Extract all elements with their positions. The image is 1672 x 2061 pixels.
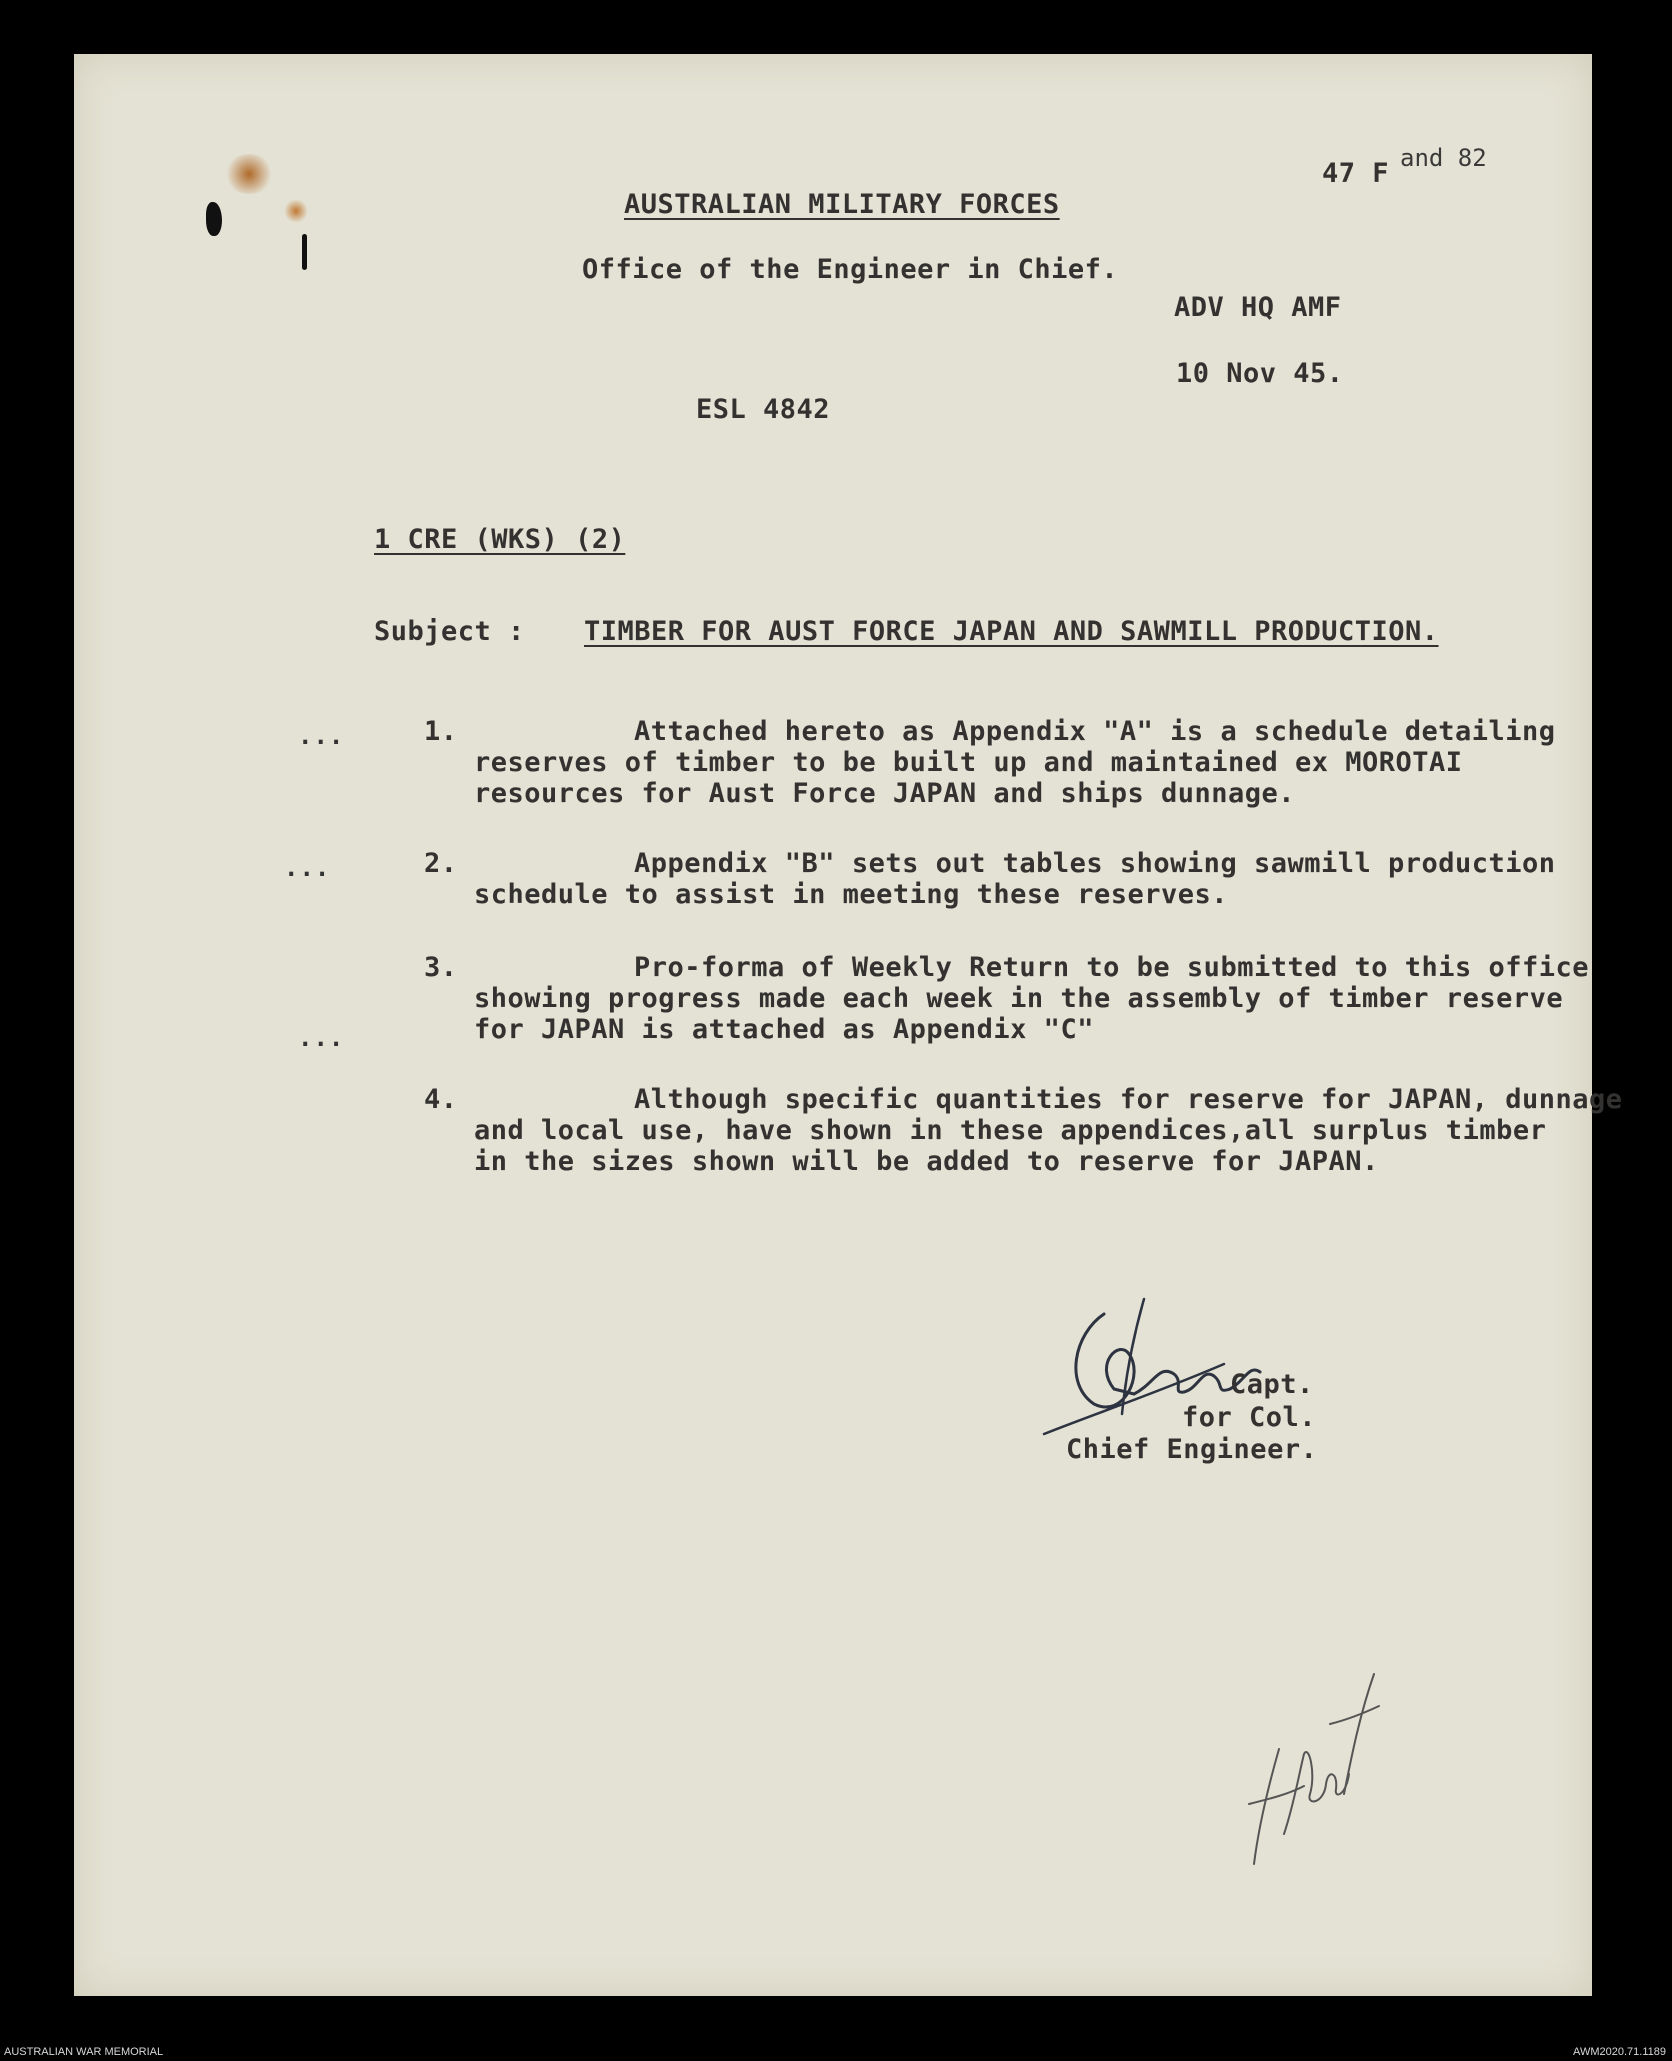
footer-left: AUSTRALIAN WAR MEMORIAL — [4, 2046, 164, 2058]
pencil-annotation — [1234, 1654, 1384, 1874]
signatory-rank: Capt. — [1230, 1369, 1314, 1400]
margin-mark: ... — [298, 722, 345, 750]
file-reference: ESL 4842 — [696, 394, 831, 425]
rust-stain — [224, 154, 274, 194]
paragraph-line: Attached hereto as Appendix "A" is a schedule detailing — [634, 716, 1556, 747]
paragraph-line: in the sizes shown will be added to reserve for JAPAN. — [474, 1146, 1379, 1177]
paragraph-line: for JAPAN is attached as Appendix "C" — [474, 1014, 1094, 1045]
signatory-for: for Col. — [1182, 1402, 1317, 1433]
paper-hole — [206, 202, 222, 236]
organisation-heading: AUSTRALIAN MILITARY FORCES — [624, 189, 1060, 220]
subject-text: TIMBER FOR AUST FORCE JAPAN AND SAWMILL PRODUCTION. — [584, 616, 1439, 647]
paragraph-number: 4. — [424, 1084, 458, 1115]
paragraph-line: resources for Aust Force JAPAN and ships dunnage. — [474, 778, 1296, 809]
reference-number-typed: 47 F — [1322, 158, 1390, 189]
signatory-title: Chief Engineer. — [1066, 1434, 1318, 1465]
subject-label: Subject : — [374, 616, 525, 647]
location-line: ADV HQ AMF — [1174, 292, 1342, 323]
office-line: Office of the Engineer in Chief. — [582, 254, 1119, 285]
paragraph-number: 3. — [424, 952, 458, 983]
paragraph-line: Although specific quantities for reserve for JAPAN, dunnage — [634, 1084, 1623, 1115]
margin-mark: ... — [298, 1024, 345, 1052]
paragraph-line: reserves of timber to be built up and maintained ex MOROTAI — [474, 747, 1463, 778]
paragraph-line: schedule to assist in meeting these reserves. — [474, 879, 1228, 910]
addressee: 1 CRE (WKS) (2) — [374, 524, 626, 555]
margin-mark: ... — [284, 854, 331, 882]
paragraph-number: 2. — [424, 848, 458, 879]
paragraph-line: Pro-forma of Weekly Return to be submitted to this office — [634, 952, 1590, 983]
paragraph-line: showing progress made each week in the assembly of timber reserve — [474, 983, 1564, 1014]
paper-hole — [302, 234, 307, 270]
rust-stain — [284, 199, 308, 223]
footer-right: AWM2020.71.1189 — [1573, 2046, 1666, 2058]
reference-number-handwritten: and 82 — [1400, 144, 1487, 172]
document-page — [74, 54, 1623, 1996]
paragraph-line: Appendix "B" sets out tables showing sawmill production — [634, 848, 1556, 879]
paragraph-line: and local use, have shown in these appendices,all surplus timber — [474, 1115, 1547, 1146]
date-line: 10 Nov 45. — [1176, 358, 1344, 389]
paragraph-number: 1. — [424, 716, 458, 747]
